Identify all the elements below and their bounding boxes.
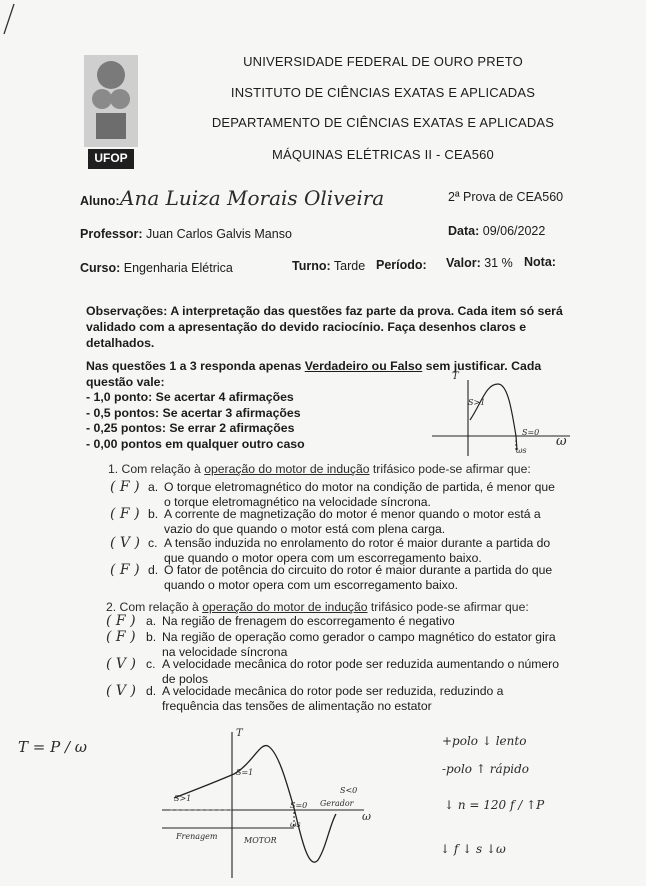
q1-item-line2: quando o motor opera com um escorregamento baixo. [164,577,459,592]
q1-item-c [110,536,630,565]
sketch2-s0-label: S=0 [290,801,308,810]
margin-note-3: ↓ n = 120 f / ↑P [444,798,545,812]
scoring-item: - 1,0 ponto: Se acertar 4 afirmações [86,390,294,404]
course-code: MÁQUINAS ELÉTRICAS II - CEA560 [271,147,494,162]
q2-title-c: trifásico pode-se afirmar que: [367,600,529,614]
q1-item-letter: c. [148,536,158,550]
question-2-title [106,600,626,615]
margin-formula: T = P / ω [18,738,88,756]
q2-item-letter: d. [146,684,157,698]
q1-item-line2: vazio do que quando o motor está com plena carga. [164,521,446,536]
sketch2-gerador-label: Gerador [320,799,354,808]
professor-label: Professor: [80,227,143,241]
sketch1-t-label: T [452,371,459,382]
date-label: Data: [448,224,480,238]
q1-answer-mark: ( V ) [110,535,140,551]
period-label: Período: [376,258,427,272]
shift-label: Turno: [292,259,331,273]
q2-item-line1: Na região de frenagem do escorregamento é negativo [162,614,455,628]
professor-name: Juan Carlos Galvis Manso [146,227,292,241]
margin-note-4: ↓ f ↓ s ↓ω [440,842,506,856]
q2-answer-mark: ( F ) [106,629,136,645]
sketch2-slt0-label: S<0 [340,786,358,795]
q2-item-letter: c. [146,657,156,671]
q2-item-line2: frequência das tensões de alimentação no estator [162,698,432,713]
q1-item-line1: O fator de potência do circuito do rotor é maior durante a partida do que [164,563,553,577]
logo-text: UFOP [94,151,128,165]
exam-title: 2ª Prova de CEA560 [448,190,564,204]
q2-item-line1: Na região de operação como gerador o campo magnético do estator gira [162,630,556,644]
q1-item-line2: que quando o motor opera com um escorregamento baixo. [164,550,482,565]
q2-title-b: operação do motor de indução [202,600,368,614]
observations-text-1: A interpretação das questões faz parte da prova. Cada item só será [170,304,563,318]
q2-item-d [106,684,636,713]
torque-speed-sketch-large [160,728,390,880]
q1-title-a: 1. Com relação à [108,462,205,476]
observations-block [86,303,606,351]
sketch2-frenagem-label: Frenagem [176,832,218,841]
instructions-line2: questão vale: [86,374,165,389]
sketch1-s0-label: S=0 [522,428,540,437]
q1-answer-mark: ( F ) [110,562,140,578]
university-name: UNIVERSIDADE FEDERAL DE OURO PRETO [243,54,523,69]
corner-pen-stroke [0,0,40,40]
q2-answer-mark: ( V ) [106,683,136,699]
scoring-item: - 0,00 pontos em qualquer outro caso [86,436,305,451]
sketch1-ws-label: ωs [516,446,527,455]
observations-text-2: validado com a apresentação do devido raciocínio. Faça desenhos claros e [86,320,527,334]
q2-answer-mark: ( V ) [106,656,136,672]
instructions-line1-a: Nas questões 1 a 3 responda apenas [86,359,305,373]
q2-answer-mark: ( F ) [106,613,136,629]
q1-item-letter: d. [148,563,159,577]
sketch2-s1-label: S=1 [236,768,254,777]
q1-title-c: trifásico pode-se afirmar que: [369,462,531,476]
q2-item-b [106,630,636,659]
sketch2-motor-label: MOTOR [244,836,277,845]
q2-item-line2: de polos [162,671,209,686]
student-name: Ana Luiza Morais Oliveira [120,186,385,210]
q1-item-b [110,507,630,536]
margin-note-1: +polo ↓ lento [442,734,527,748]
q1-answer-mark: ( F ) [110,506,140,522]
q1-title-b: operação do motor de indução [204,462,370,476]
q1-item-letter: b. [148,507,159,521]
sketch1-w-label: ω [556,434,567,449]
value-label: Valor: [446,256,481,270]
q2-item-line1: A velocidade mecânica do rotor pode ser reduzida aumentando o número [162,657,560,671]
course-label: Curso: [80,261,121,275]
q2-item-letter: b. [146,630,157,644]
sketch1-s1-label: S>1 [468,398,486,407]
q1-answer-mark: ( F ) [110,479,140,495]
observations-label: Observações: [86,304,168,318]
value-value: 31 % [484,256,513,270]
q2-item-a [106,614,636,629]
scoring-item: - 0,5 pontos: Se acertar 3 afirmações [86,405,301,420]
sketch2-w-label: ω [362,810,371,823]
q2-item-c [106,657,636,686]
department-name: DEPARTAMENTO DE CIÊNCIAS EXATAS E APLICADAS [211,115,555,130]
q1-item-line1: A tensão induzida no enrolamento do rotor é maior durante a partida do [164,536,551,550]
q1-item-line2: o torque eletromagnético na velocidade síncrona. [164,494,431,509]
course-value: Engenharia Elétrica [123,261,233,275]
institute-name: INSTITUTO DE CIÊNCIAS EXATAS E APLICADAS [230,85,536,100]
q1-item-line1: O torque eletromagnético do motor na condição de partida, é menor que [164,480,555,494]
question-1-title [108,462,628,477]
date-value: 09/06/2022 [482,224,546,238]
q1-item-letter: a. [148,480,159,494]
q2-title-a: 2. Com relação à [106,600,203,614]
margin-note-2: -polo ↑ rápido [442,762,530,776]
q2-item-line2: na velocidade síncrona [162,644,288,659]
student-label: Aluno: [80,194,120,208]
q1-item-a [110,480,630,509]
instructions-line1-c: sem justificar. Cada [422,359,542,373]
observations-text-3: detalhados. [86,336,155,350]
sketch2-sgt1-label: S>1 [174,794,192,803]
sketch2-ws-label: ωs [290,820,301,829]
scoring-item: - 0,25 pontos: Se errar 2 afirmações [86,421,295,435]
q2-item-letter: a. [146,614,157,628]
instructions-line1-b: Verdadeiro ou Falso [304,359,423,373]
q2-item-line1: A velocidade mecânica do rotor pode ser reduzida, reduzindo a [162,684,504,698]
grade-label: Nota: [524,255,556,269]
sketch2-t-label: T [236,728,243,739]
sketch1-torque-curve [470,384,517,450]
q1-item-line1: A corrente de magnetização do motor é menor quando o motor está a [164,507,541,521]
shift-value: Tarde [333,259,366,273]
q1-item-d [110,563,630,592]
